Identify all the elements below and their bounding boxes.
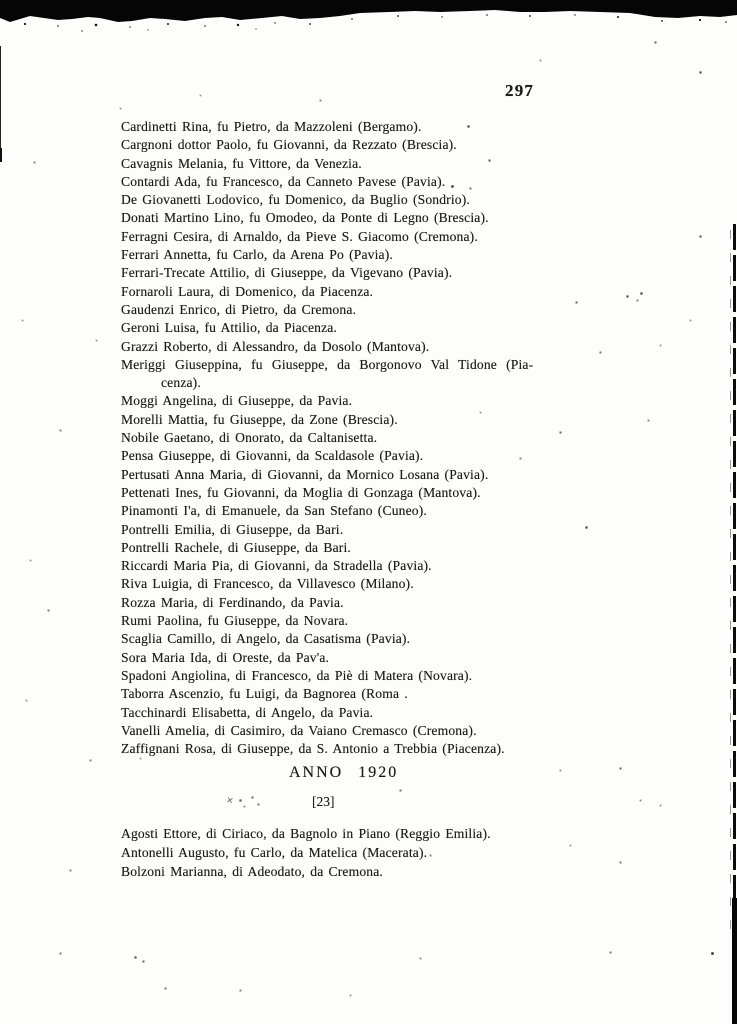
register-entry-line: Contardi Ada, fu Francesco, da Canneto Pavese (Pavia). (121, 173, 446, 189)
register-entry-line: Pertusati Anna Maria, di Giovanni, da Mornico Losana (Pavia). (121, 466, 489, 482)
register-entry-line: Morelli Mattia, fu Giuseppe, da Zone (Brescia). (121, 411, 398, 427)
page-number: 297 (505, 81, 535, 100)
scan-left-edge (0, 46, 1, 158)
register-entry-line: Cargnoni dottor Paolo, fu Giovanni, da Rezzato (Brescia). (121, 137, 457, 153)
register-entry-line: Bolzoni Marianna, di Adeodato, da Cremona. (121, 864, 383, 880)
stray-ink-mark: × (225, 795, 235, 807)
register-entry-line: Nobile Gaetano, di Onorato, da Caltanisetta. (121, 430, 378, 446)
register-entry-line: Rumi Paolina, fu Giuseppe, da Novara. (121, 613, 349, 629)
scan-top-edge (0, 0, 737, 34)
register-entry-line: Pensa Giuseppe, di Giovanni, da Scaldasole (Pavia). (121, 448, 424, 464)
scan-right-edge-bottom (732, 898, 737, 1024)
year-section-heading: ANNO 1920 (289, 764, 399, 781)
register-entry-line: Moggi Angelina, di Giuseppe, da Pavia. (121, 393, 353, 409)
register-entry-line: Rozza Maria, di Ferdinando, da Pavia. (121, 594, 344, 610)
register-list-1920 (121, 824, 591, 882)
section-bracket-note: [23] (312, 794, 335, 809)
register-entry-line: Riva Luigia, di Francesco, da Villavesco (Milano). (121, 576, 414, 592)
register-entry-line: Zaffignani Rosa, di Giuseppe, da S. Antonio a Trebbia (Piacenza). (121, 741, 505, 757)
register-entry-line: cenza). (161, 375, 201, 391)
register-entry-line: Spadoni Angiolina, di Francesco, da Piè di Matera (Novara). (121, 667, 473, 683)
register-entry-line: Cardinetti Rina, fu Pietro, da Mazzoleni (Bergamo). (121, 119, 422, 134)
register-entry-line: Agosti Ettore, di Ciriaco, da Bagnolo in Piano (Reggio Emilia). (121, 826, 491, 841)
register-entry-line: Tacchinardi Elisabetta, di Angelo, da Pavia. (121, 704, 374, 720)
register-entry-line: Pontrelli Emilia, di Giuseppe, da Bari. (121, 521, 344, 537)
register-entry-line: Meriggi Giuseppina, fu Giuseppe, da Borgonovo Val Tidone (Pia- (121, 356, 534, 372)
register-entry-line: Riccardi Maria Pia, di Giovanni, da Stradella (Pavia). (121, 558, 432, 574)
register-entry-line: Ferragni Cesira, di Arnaldo, da Pieve S. Giacomo (Cremona). (121, 228, 478, 244)
register-entry-line: Donati Martino Lino, fu Omodeo, da Ponte di Legno (Brescia). (121, 210, 489, 226)
register-entry-line: Geroni Luisa, fu Attilio, da Piacenza. (121, 320, 338, 336)
register-entry-line: Taborra Ascenzio, fu Luigi, da Bagnorea (Roma . (121, 686, 408, 702)
register-list-1919 (121, 118, 591, 758)
register-entry-line: Gaudenzi Enrico, di Pietro, da Cremona. (121, 301, 357, 317)
register-entry-line: Pinamonti I'a, di Emanuele, da San Stefano (Cuneo). (121, 503, 427, 519)
register-entry-line: Pettenati Ines, fu Giovanni, da Moglia di Gonzaga (Mantova). (121, 484, 481, 500)
scan-right-edge-shadow (730, 230, 731, 930)
register-entry-line: Fornaroli Laura, di Domenico, da Piacenza. (121, 283, 374, 299)
register-entry-line: De Giovanetti Lodovico, fu Domenico, da Buglio (Sondrio). (121, 192, 470, 208)
register-entry-line: Cavagnis Melania, fu Vittore, da Venezia. (121, 155, 362, 171)
register-entry-line: Vanelli Amelia, di Casimiro, da Vaiano Cremasco (Cremona). (121, 722, 477, 738)
register-entry-line: Ferrari Annetta, fu Carlo, da Arena Po (Pavia). (121, 247, 393, 263)
register-entry-line: Ferrari-Trecate Attilio, di Giuseppe, da Vigevano (Pavia). (121, 265, 453, 281)
register-entry-line: Pontrelli Rachele, di Giuseppe, da Bari. (121, 539, 351, 555)
scan-right-edge (733, 224, 736, 900)
register-entry-line: Antonelli Augusto, fu Carlo, da Matelica (Macerata). (121, 845, 428, 861)
scan-noise-specks (0, 0, 1, 1)
register-entry-line: Grazzi Roberto, di Alessandro, da Dosolo (Mantova). (121, 338, 430, 354)
register-entry-line: Scaglia Camillo, di Angelo, da Casatisma (Pavia). (121, 631, 411, 647)
register-entry-line: Sora Maria Ida, di Oreste, da Pav'a. (121, 649, 330, 665)
scan-left-edge-mark (0, 148, 2, 162)
